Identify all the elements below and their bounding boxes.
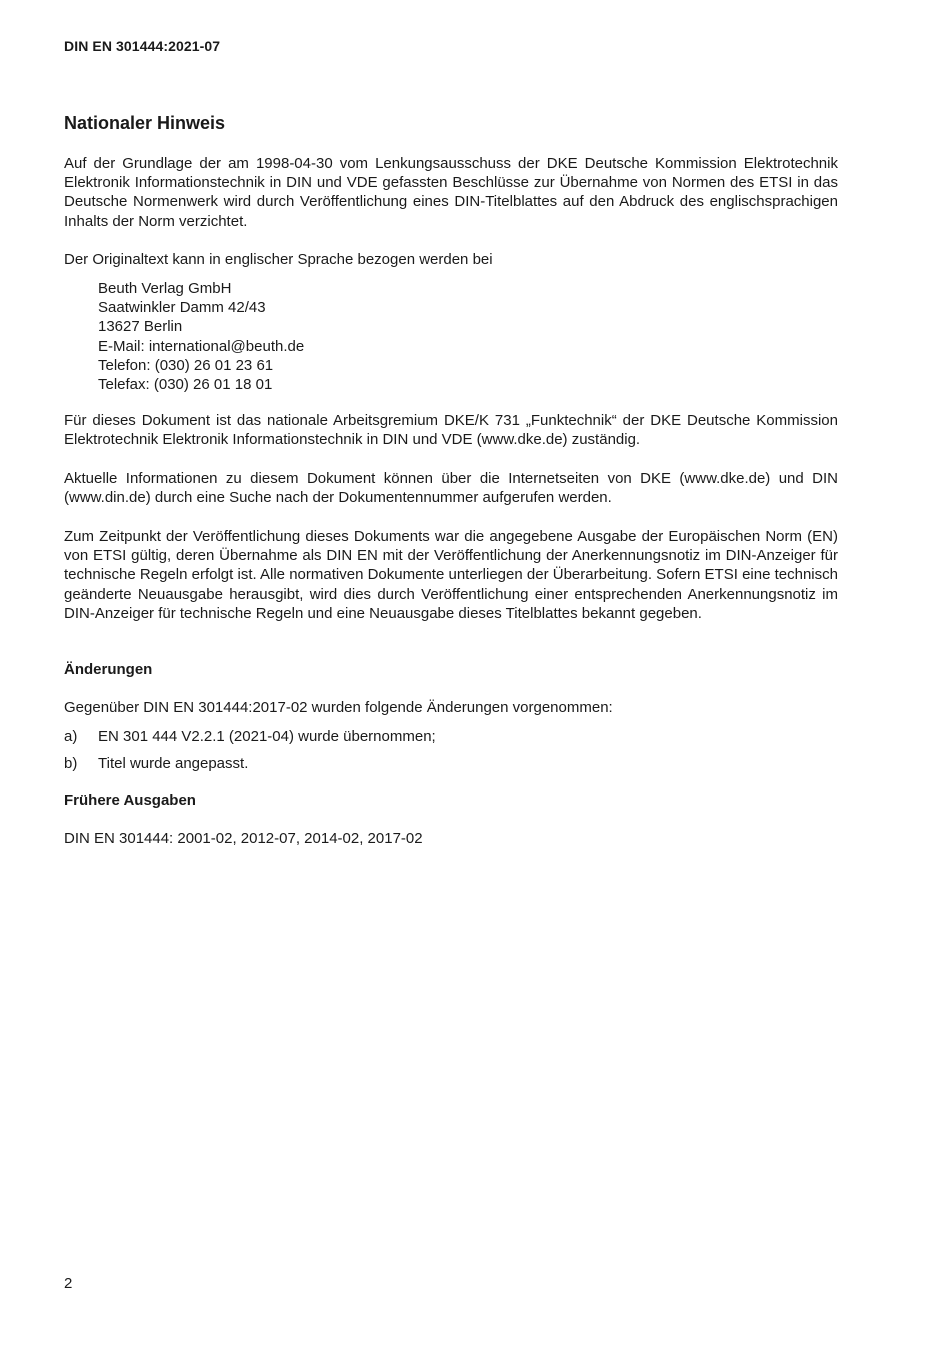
list-marker: b) <box>64 755 78 772</box>
page-number: 2 <box>64 1275 73 1292</box>
list-item <box>64 727 436 746</box>
paragraph-basis: Auf der Grundlage der am 1998-04-30 vom Lenkungsausschuss der DKE Deutsche Kommission Elektrotechnik Elektronik Informationstechnik in DIN und VDE gefassten Beschlüsse zur Übernahme von Normen des ETSI in das Deutsche Normenwerk wird durch Veröffentlichung eines DIN-Titelblattes auf den Abdruck des englischsprachigen Inhalts der Norm verzichtet. <box>64 155 838 230</box>
list-marker: a) <box>64 728 78 745</box>
document-id-header: DIN EN 301444:2021-07 <box>64 38 221 54</box>
previous-editions-heading: Frühere Ausgaben <box>64 792 196 809</box>
paragraph-current-info: Aktuelle Informationen zu diesem Dokument können über die Internetseiten von DKE (www.dke.de) und DIN (www.din.de) durch eine Suche nach der Dokumentennummer aufgerufen werden. <box>64 470 838 507</box>
list-item-text: Titel wurde angepasst. <box>98 755 249 772</box>
paragraph-working-committee: Für dieses Dokument ist das nationale Arbeitsgremium DKE/K 731 „Funktechnik“ der DKE Deutsche Kommission Elektrotechnik Elektronik Informationstechnik in DIN und VDE (www.dke.de) zuständig. <box>64 412 838 449</box>
list-item-text: EN 301 444 V2.2.1 (2021-04) wurde übernommen; <box>98 728 436 745</box>
address-city: 13627 Berlin <box>98 318 183 336</box>
page-title: Nationaler Hinweis <box>64 113 226 133</box>
address-fax: Telefax: (030) 26 01 18 01 <box>98 376 273 394</box>
address-email: E-Mail: international@beuth.de <box>98 337 305 355</box>
address-phone: Telefon: (030) 26 01 23 61 <box>98 356 274 374</box>
previous-editions-text: DIN EN 301444: 2001-02, 2012-07, 2014-02, 2017-02 <box>64 830 423 847</box>
paragraph-original-text: Der Originaltext kann in englischer Sprache bezogen werden bei <box>64 251 493 268</box>
document-page <box>64 0 838 1345</box>
address-company: Beuth Verlag GmbH <box>98 280 232 297</box>
publisher-address <box>98 279 304 394</box>
changes-intro: Gegenüber DIN EN 301444:2017-02 wurden folgende Änderungen vorgenommen: <box>64 699 613 716</box>
paragraph-validity: Zum Zeitpunkt der Veröffentlichung dieses Dokuments war die angegebene Ausgabe der Europäischen Norm (EN) von ETSI gültig, deren Übernahme als DIN EN mit der Veröffentlichung der Anerkennungsnotiz im DIN-Anzeiger für technische Regeln erfolgt ist. Alle normativen Dokumente unterliegen der Überarbeitung. Sofern ETSI eine technisch geänderte Neuausgabe herausgibt, wird dies durch Veröffentlichung einer entsprechenden Anerkennungsnotiz im DIN-Anzeiger für technische Regeln und eine Neuausgabe dieses Titelblattes bekannt gegeben. <box>64 528 838 622</box>
list-item <box>64 754 248 773</box>
address-street: Saatwinkler Damm 42/43 <box>98 299 266 317</box>
changes-heading: Änderungen <box>64 661 153 678</box>
